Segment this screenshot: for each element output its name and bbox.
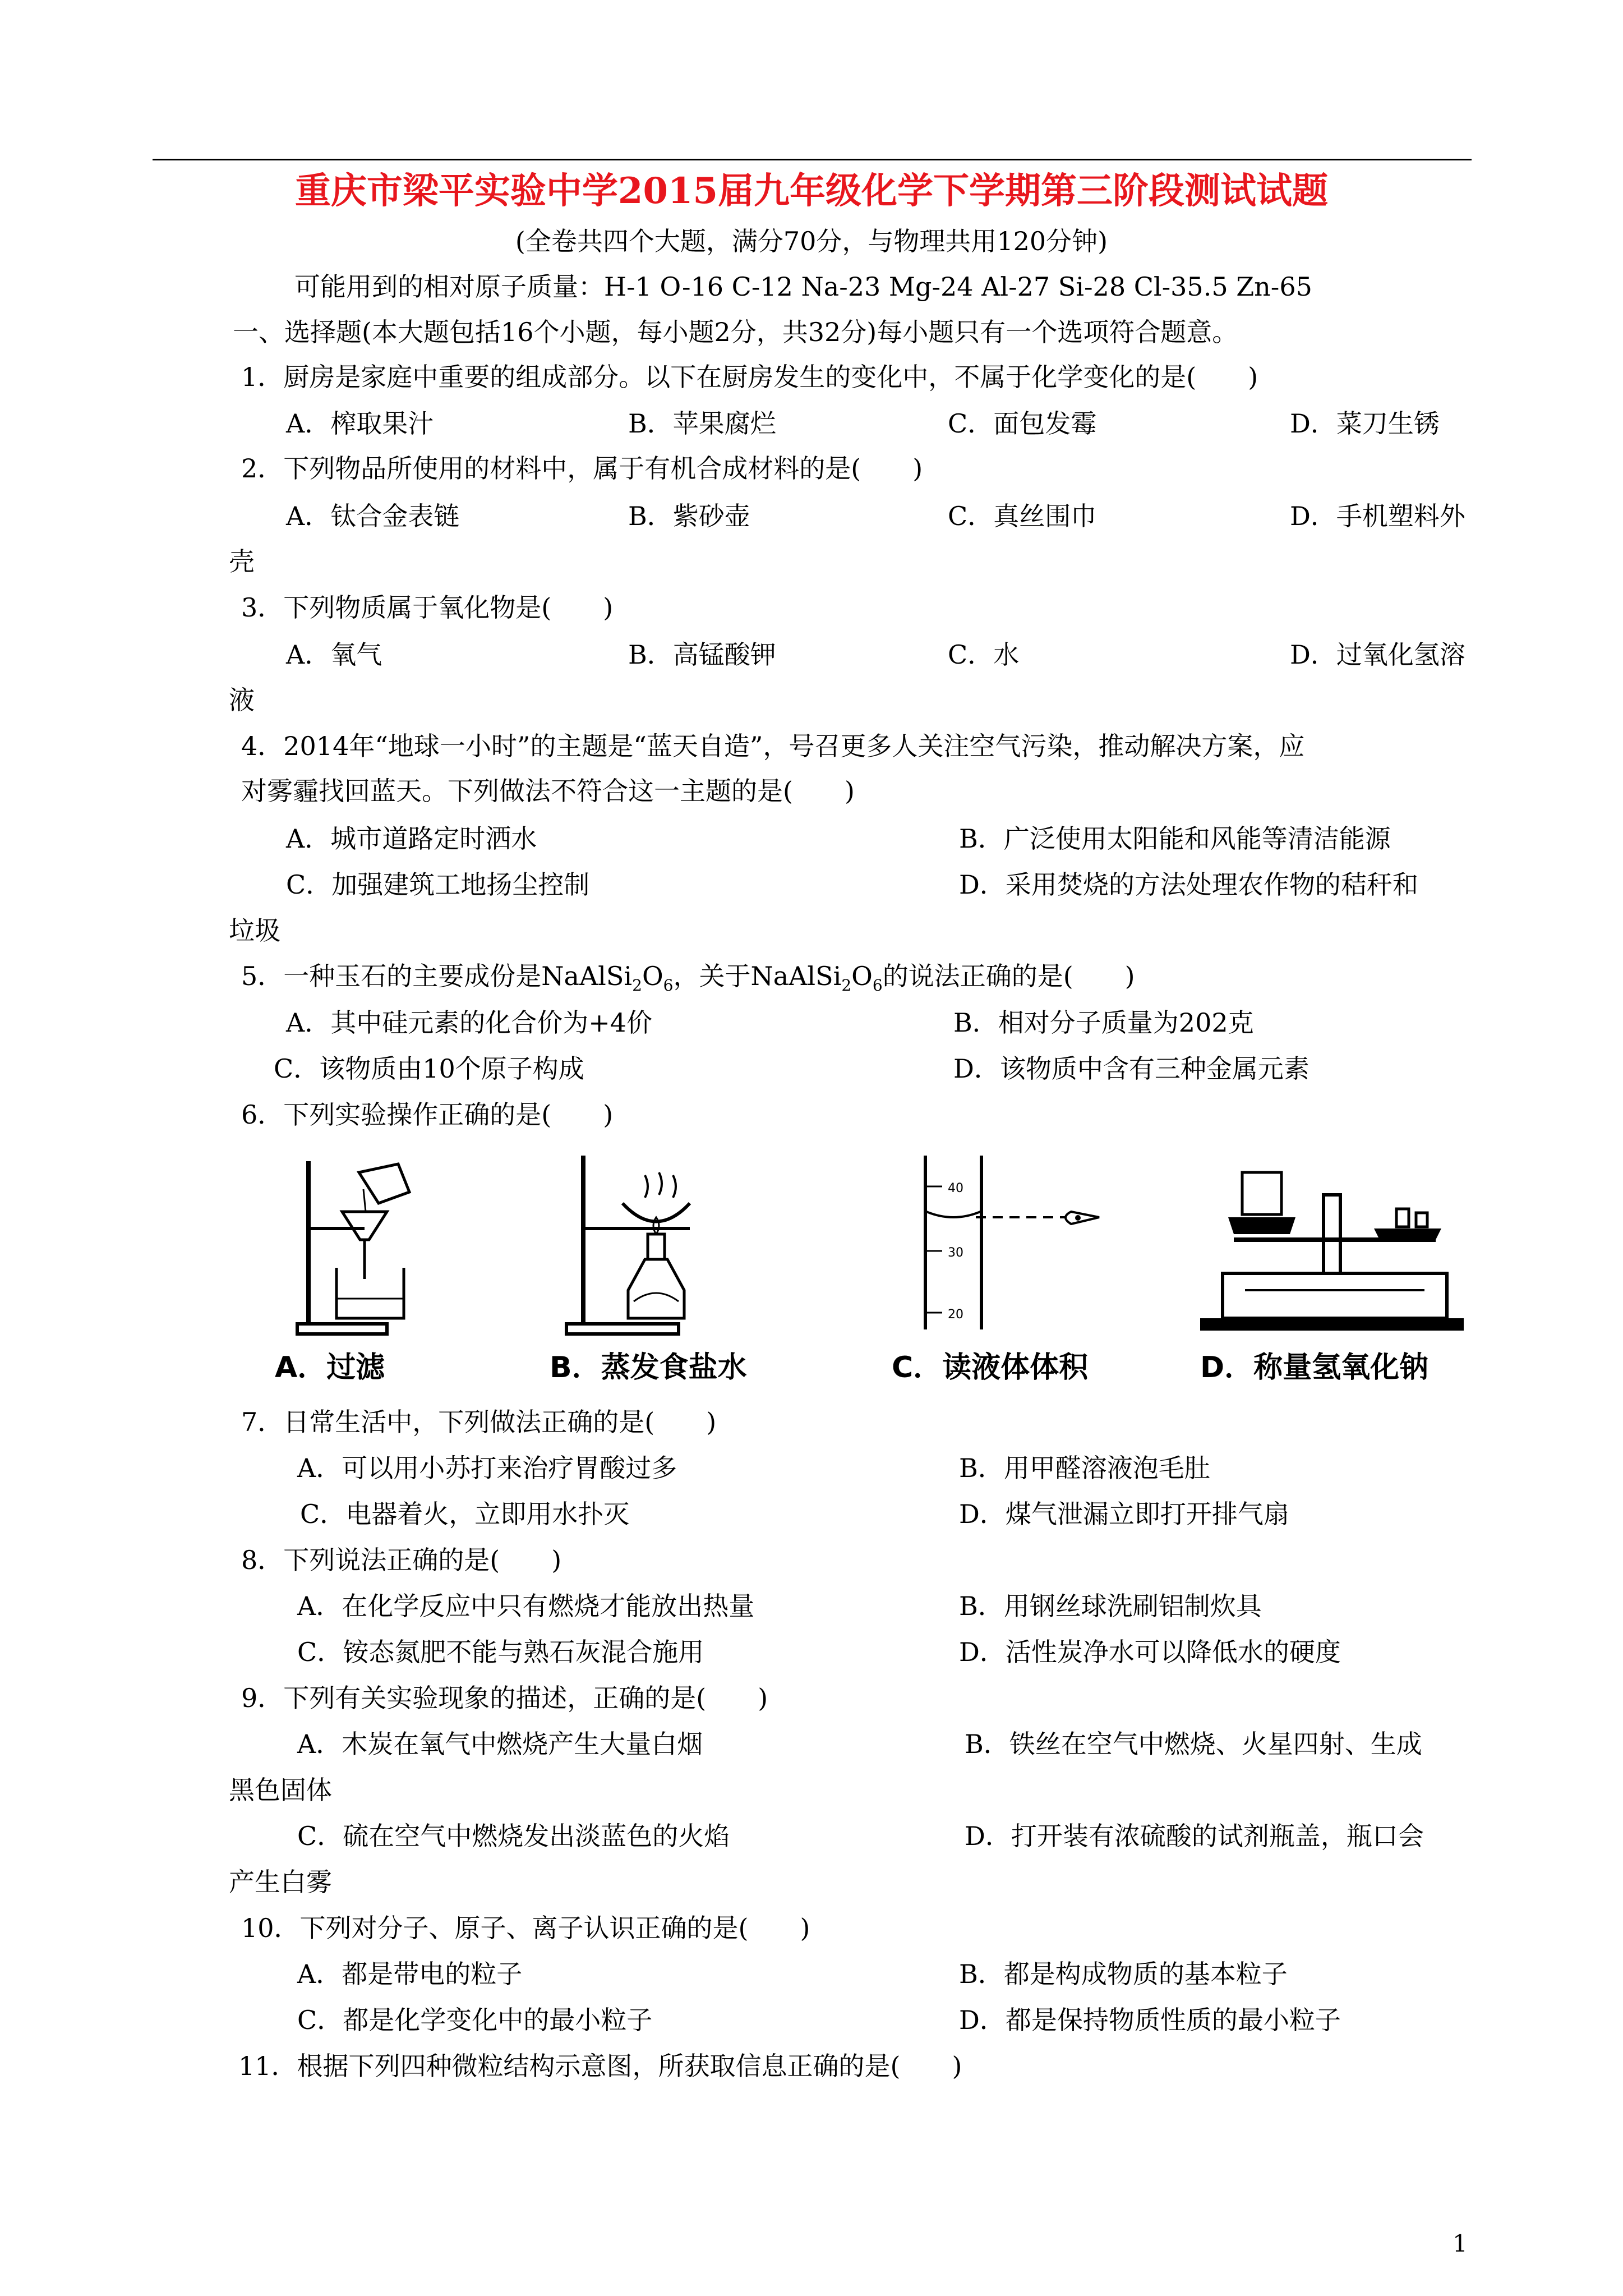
q2-option-b: B．紫砂壶 [628,501,750,531]
exam-title: 重庆市梁平实验中学2015届九年级化学下学期第三阶段测试试题 [294,170,1329,212]
page-number: 1 [1453,2230,1468,2257]
q3-option-d: D．过氧化氢溶 [1290,639,1465,670]
q1-option-d: D．菜刀生锈 [1290,408,1440,439]
q2-option-d: D．手机塑料外 [1290,501,1465,531]
tick-20: 20 [948,1308,963,1322]
q2-option-c: C．真丝围巾 [948,501,1097,531]
question-4-line2: 对雾霾找回蓝天。下列做法不符合这一主题的是( ) [241,776,855,806]
q2-option-a: A．钛合金表链 [286,501,460,531]
figure-a-caption: A．过滤 [275,1351,385,1384]
figure-a-filtration [269,1150,538,1391]
section-heading: 一、选择题(本大题包括16个小题，每小题2分，共32分)每小题只有一个选项符合题意。 [233,317,1238,347]
question-8: 8．下列说法正确的是( ) [241,1545,562,1575]
q4-option-c: C．加强建筑工地扬尘控制 [286,869,590,900]
q6-figures [269,1150,1481,1397]
q9-option-b: B．铁丝在空气中燃烧、火星四射、生成 [965,1729,1422,1759]
evaporation-apparatus-icon [550,1150,819,1341]
q8-option-c: C．铵态氮肥不能与熟石灰混合施用 [297,1637,704,1667]
q9-option-c: C．硫在空气中燃烧发出淡蓝色的火焰 [297,1821,730,1851]
figure-d-weighing [1189,1150,1481,1391]
q5-option-c: C．该物质由10个原子构成 [274,1053,584,1084]
q8-option-b: B．用钢丝球洗刷铝制炊具 [959,1591,1262,1621]
q3-option-b: B．高锰酸钾 [628,639,776,670]
exam-subtitle: (全卷共四个大题，满分70分，与物理共用120分钟) [515,226,1108,256]
q10-option-c: C．都是化学变化中的最小粒子 [297,2005,653,2035]
question-11: 11．根据下列四种微粒结构示意图，所获取信息正确的是( ) [238,2051,962,2081]
question-6: 6．下列实验操作正确的是( ) [241,1099,614,1130]
q7-option-b: B．用甲醛溶液泡毛肚 [959,1453,1210,1483]
question-9: 9．下列有关实验现象的描述，正确的是( ) [241,1683,768,1713]
filtration-apparatus-icon [269,1150,538,1341]
q8-option-a: A．在化学反应中只有燃烧才能放出热量 [297,1591,755,1621]
question-10: 10．下列对分子、原子、离子认识正确的是( ) [241,1913,810,1943]
q2-option-d-cont: 壳 [229,546,255,577]
q4-option-d-cont: 垃圾 [229,915,280,946]
figure-d-caption: D．称量氢氧化钠 [1200,1351,1429,1384]
figure-b-evaporation [550,1150,819,1391]
q5-option-d: D．该物质中含有三种金属元素 [953,1053,1310,1084]
q4-option-d: D．采用焚烧的方法处理农作物的秸秆和 [959,869,1418,900]
figure-c-caption: C．读液体体积 [892,1351,1089,1384]
q7-option-d: D．煤气泄漏立即打开排气扇 [959,1499,1289,1529]
question-3: 3．下列物质属于氧化物是( ) [241,592,614,623]
q3-option-a: A．氧气 [286,639,382,670]
q3-option-d-cont: 液 [229,685,255,715]
balance-scale-icon [1189,1150,1481,1341]
tick-30: 30 [948,1246,963,1260]
question-5: 5．一种玉石的主要成份是$NaAlSi_2O_6$，关于$NaAlSi_2O_6$的说法正确的是( ) [241,961,1135,995]
q10-option-a: A．都是带电的粒子 [297,1959,523,1989]
q7-option-a: A．可以用小苏打来治疗胃酸过多 [297,1453,677,1483]
tick-40: 40 [948,1181,963,1195]
question-7: 7．日常生活中，下列做法正确的是( ) [241,1407,717,1437]
q5-option-b: B．相对分子质量为202克 [953,1007,1254,1038]
q10-option-d: D．都是保持物质性质的最小粒子 [959,2005,1341,2035]
q5-option-a: A．其中硅元素的化合价为+4价 [286,1007,653,1038]
q4-option-b: B．广泛使用太阳能和风能等清洁能源 [959,823,1391,854]
q9-option-d-cont: 产生白雾 [229,1867,332,1897]
figure-c-read-volume [892,1150,1161,1391]
q1-option-a: A．榨取果汁 [286,408,434,439]
figure-b-caption: B．蒸发食盐水 [550,1351,747,1384]
header-rule [153,159,1472,160]
q8-option-d: D．活性炭净水可以降低水的硬度 [959,1637,1341,1667]
q7-option-c: C．电器着火，立即用水扑灭 [300,1499,630,1529]
graduated-cylinder-icon [892,1150,1161,1341]
q4-option-a: A．城市道路定时洒水 [286,823,537,854]
q9-option-b-cont: 黑色固体 [229,1775,332,1805]
question-4: 4．2014年“地球一小时”的主题是“蓝天自造”，号召更多人关注空气污染，推动解决方案，应 [241,731,1305,761]
q9-option-d: D．打开装有浓硫酸的试剂瓶盖，瓶口会 [965,1821,1424,1851]
question-1: 1．厨房是家庭中重要的组成部分。以下在厨房发生的变化中，不属于化学变化的是( ) [241,362,1258,392]
q1-option-b: B．苹果腐烂 [628,408,776,439]
question-2: 2．下列物品所使用的材料中，属于有机合成材料的是( ) [241,453,923,484]
q3-option-c: C．水 [948,639,1020,670]
q1-option-c: C．面包发霉 [948,408,1097,439]
q9-option-a: A．木炭在氧气中燃烧产生大量白烟 [297,1729,703,1759]
atomic-masses: 可能用到的相对原子质量：H-1 O-16 C-12 Na-23 Mg-24 Al-27 Si-28 Cl-35.5 Zn-65 [294,272,1312,302]
q10-option-b: B．都是构成物质的基本粒子 [959,1959,1288,1989]
